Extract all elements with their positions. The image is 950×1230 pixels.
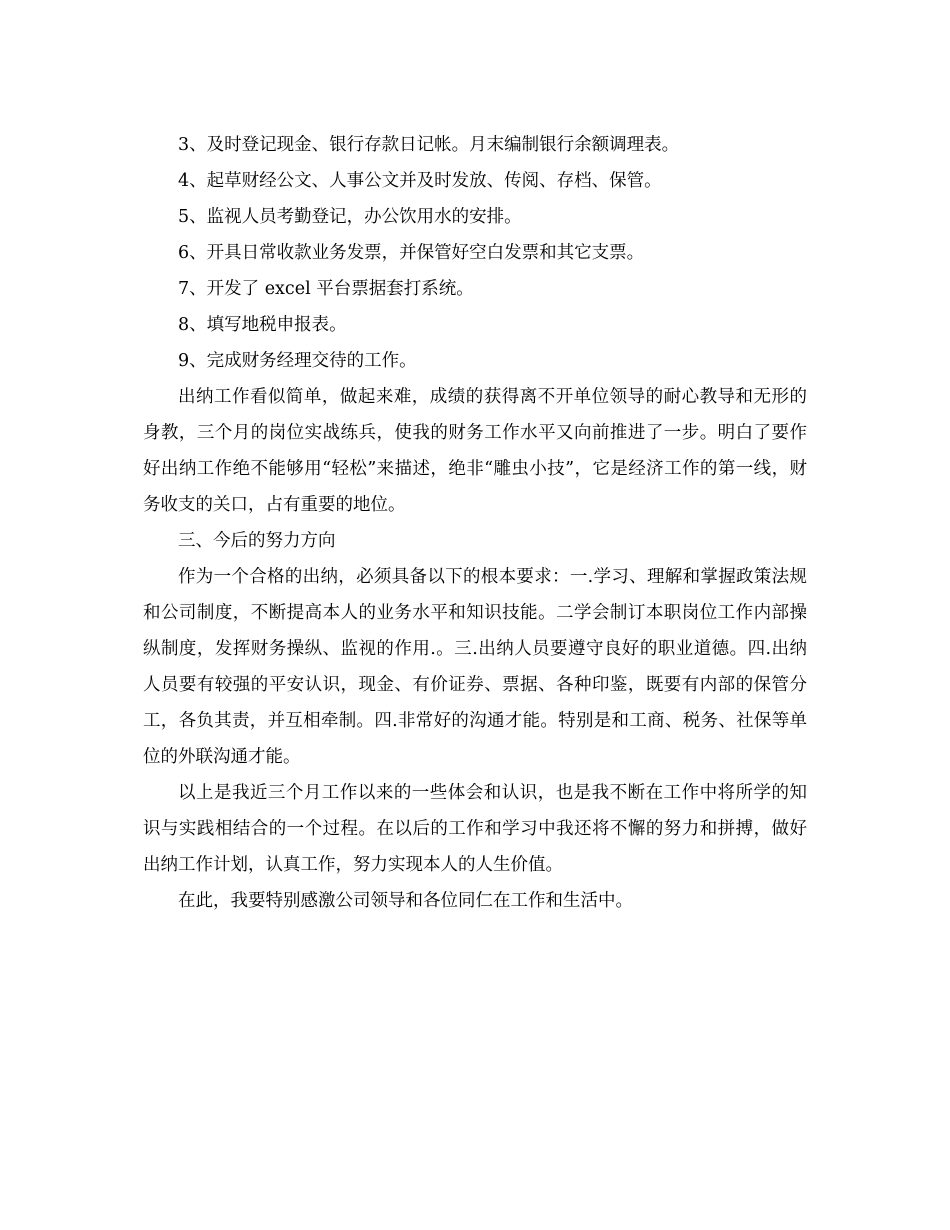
paragraph-requirements: 作为一个合格的出纳，必须具备以下的根本要求：一.学习、理解和掌握政策法规和公司制度，不断提高本人的业务水平和知识技能。二学会制订本职岗位工作内部操纵制度，发挥财务操纵、监视的作用.。三.出纳人员要遵守良好的职业道德。四.出纳人员要有较强的平安认识，现金、有价证券、票据、各种印鉴，既要有内部的保管分工，各负其责，并互相牵制。四.非常好的沟通才能。特别是和工商、税务、社保等单位的外联沟通才能。: [143, 567, 807, 767]
list-item-7: 7、开发了 excel 平台票据套打系统。: [178, 279, 474, 299]
document-body: [143, 127, 807, 919]
list-item-6: 6、开具日常收款业务发票，并保管好空白发票和其它支票。: [178, 243, 645, 263]
paragraph-summary: 以上是我近三个月工作以来的一些体会和认识，也是我不断在工作中将所学的知识与实践相结合的一个过程。在以后的工作和学习中我还将不懈的努力和拼搏，做好出纳工作计划，认真工作，努力实现本人的人生价值。: [143, 783, 807, 875]
list-item-8: 8、填写地税申报表。: [178, 315, 347, 335]
paragraph-cashier-work: 出纳工作看似简单，做起来难，成绩的获得离不开单位领导的耐心教导和无形的身教，三个月的岗位实战练兵，使我的财务工作水平又向前推进了一步。明白了要作好出纳工作绝不能够用“轻松”来描述，绝非“雕虫小技”，它是经济工作的第一线，财务收支的关口，占有重要的地位。: [143, 387, 807, 515]
list-item-3: 3、及时登记现金、银行存款日记帐。月末编制银行余额调理表。: [178, 135, 680, 155]
paragraph-thanks: 在此，我要特别感激公司领导和各位同仁在工作和生活中。: [178, 891, 633, 911]
section-heading-future-direction: 三、今后的努力方向: [178, 531, 336, 551]
list-item-5: 5、监视人员考勤登记，办公饮用水的安排。: [178, 207, 522, 227]
list-item-4: 4、起草财经公文、人事公文并及时发放、传阅、存档、保管。: [178, 171, 662, 191]
list-item-9: 9、完成财务经理交待的工作。: [178, 351, 417, 371]
